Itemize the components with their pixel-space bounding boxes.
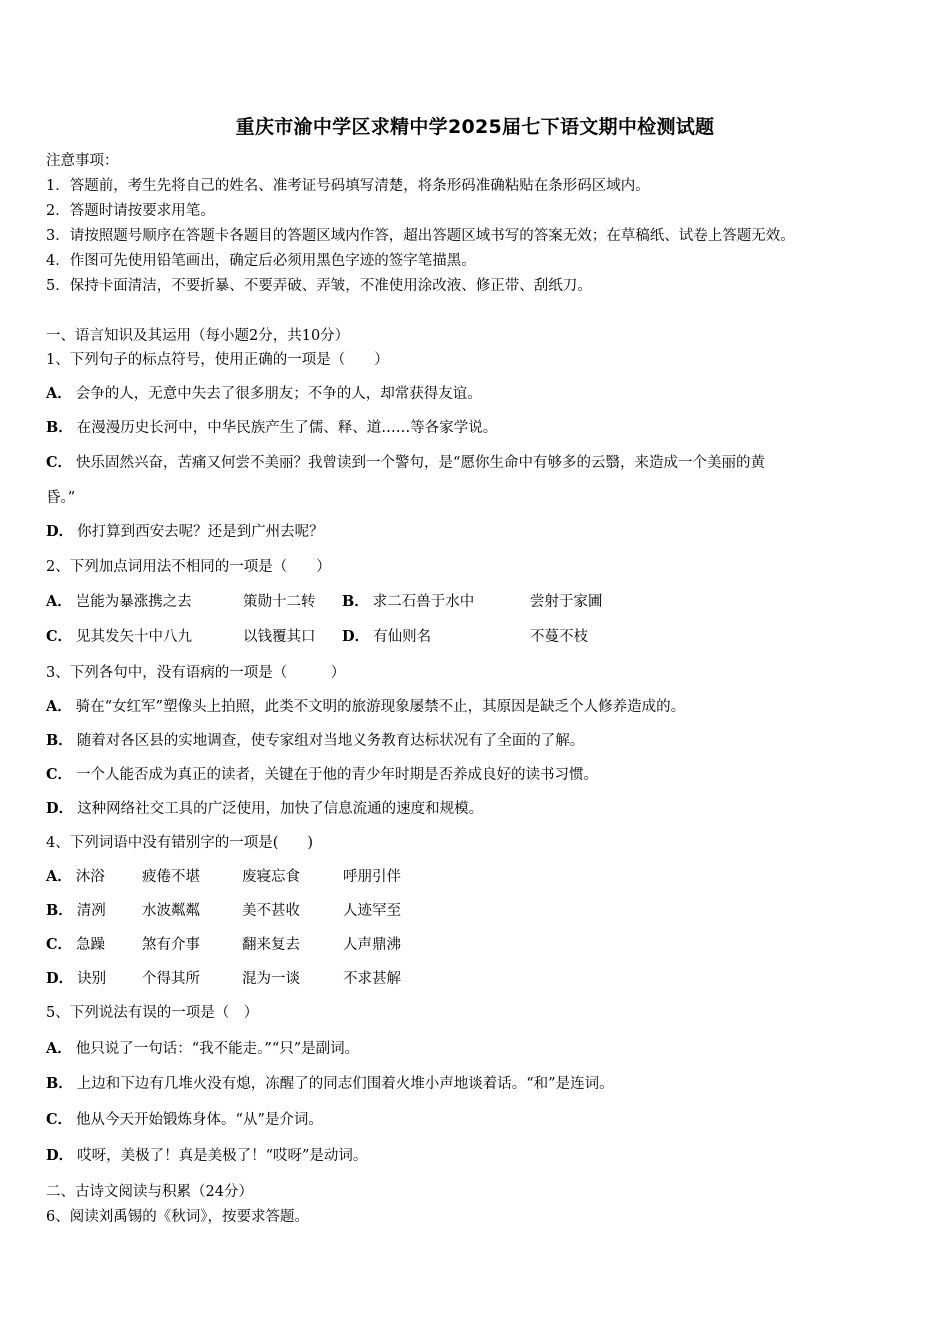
question-2-option-c xyxy=(46,627,192,647)
option-text: 岂能为暴涨携之去 xyxy=(75,594,192,610)
option-text: 你打算到西安去呢？还是到广州去呢？ xyxy=(77,524,324,540)
option-word: 诀别 xyxy=(77,971,107,987)
option-word: 急躁 xyxy=(76,937,106,953)
question-1-option-b xyxy=(46,418,497,438)
question-3-stem: 3、下列各句中，没有语病的一项是（ ） xyxy=(46,665,346,681)
question-5-option-c xyxy=(46,1110,323,1130)
option-text: 快乐固然兴奋，苦痛又何尝不美丽？我曾读到一个警句，是“愿你生命中有够多的云翳，来造成一个美丽的黄 xyxy=(76,455,765,471)
question-2-option-b-second: 尝射于家圃 xyxy=(530,594,603,610)
option-word: 清冽 xyxy=(76,903,106,919)
option-label: D． xyxy=(342,628,370,645)
section-heading-1: 一、语言知识及其运用（每小题2分，共10分） xyxy=(46,328,350,344)
option-label: A． xyxy=(46,698,72,715)
option-word: 沐浴 xyxy=(75,869,105,885)
notice-item: 3．请按照题号顺序在答题卡各题目的答题区域内作答，超出答题区域书写的答案无效；在草稿纸、试卷上答题无效。 xyxy=(46,228,795,244)
question-3-option-c xyxy=(46,765,598,785)
option-label: D． xyxy=(46,970,74,987)
option-word: 翻来复去 xyxy=(242,937,300,953)
option-label: B． xyxy=(46,419,73,436)
notice-item: 4．作图可先使用铅笔画出，确定后必须用黑色字迹的签字笔描黑。 xyxy=(46,253,476,269)
option-word: 混为一谈 xyxy=(242,971,300,987)
option-label: D． xyxy=(46,1147,74,1164)
option-label: A． xyxy=(46,868,72,885)
notice-item: 2．答题时请按要求用笔。 xyxy=(46,203,215,219)
question-6-stem: 6、阅读刘禹锡的《秋词》，按要求答题。 xyxy=(46,1209,309,1225)
option-word: 水波粼粼 xyxy=(142,903,200,919)
notice-heading: 注意事项： xyxy=(46,153,119,169)
question-2-option-a-second: 策勋十二转 xyxy=(243,594,316,610)
question-5-stem: 5、下列说法有误的一项是（ ） xyxy=(46,1005,259,1021)
option-label: C． xyxy=(46,766,73,783)
option-label: B． xyxy=(46,1075,73,1092)
question-2-option-d-second: 不蔓不枝 xyxy=(530,629,588,645)
option-text: 这种网络社交工具的广泛使用，加快了信息流通的速度和规模。 xyxy=(77,801,484,817)
question-1-option-c xyxy=(46,453,765,473)
question-1-option-c-continued: 昏。” xyxy=(46,490,76,506)
option-text: 上边和下边有几堆火没有熄，冻醒了的同志们围着火堆小声地谈着话。“和”是连词。 xyxy=(76,1076,614,1092)
option-word: 疲倦不堪 xyxy=(142,869,200,885)
question-4-option-c xyxy=(46,935,105,955)
option-text: 求二石兽于水中 xyxy=(372,594,475,610)
option-text: 随着对各区县的实地调查，使专家组对当地义务教育达标状况有了全面的了解。 xyxy=(76,733,585,749)
option-word: 美不甚收 xyxy=(242,903,300,919)
question-4-stem: 4、下列词语中没有错别字的一项是( ) xyxy=(46,835,314,851)
option-text: 骑在“女红军”塑像头上拍照，此类不文明的旅游现象屡禁不止，其原因是缺乏个人修养造成的。 xyxy=(75,699,686,715)
question-1-option-d xyxy=(46,522,324,542)
question-2-option-d xyxy=(342,627,431,647)
question-1-option-a xyxy=(46,384,482,404)
option-label: A． xyxy=(46,1040,72,1057)
option-text: 会争的人，无意中失去了很多朋友；不争的人，却常获得友谊。 xyxy=(75,386,482,402)
option-word: 煞有介事 xyxy=(142,937,200,953)
option-label: C． xyxy=(46,454,73,471)
option-label: B． xyxy=(46,732,73,749)
question-1-stem: 1、下列句子的标点符号，使用正确的一项是（ ） xyxy=(46,352,389,368)
question-5-option-a xyxy=(46,1039,359,1059)
option-word: 不求甚解 xyxy=(343,971,401,987)
option-label: B． xyxy=(342,593,369,610)
question-4-option-a xyxy=(46,867,105,887)
notice-item: 1．答题前，考生先将自己的姓名、准考证号码填写清楚，将条形码准确粘贴在条形码区域内。 xyxy=(46,178,650,194)
option-text: 在漫漫历史长河中，中华民族产生了儒、释、道……等各家学说。 xyxy=(76,420,498,436)
option-word: 个得其所 xyxy=(142,971,200,987)
option-text: 他只说了一句话：“我不能走。”“只”是副词。 xyxy=(75,1041,360,1057)
option-word: 废寝忘食 xyxy=(242,869,300,885)
section-heading-2: 二、古诗文阅读与积累（24分） xyxy=(46,1184,253,1200)
question-4-option-d xyxy=(46,969,106,989)
question-2-option-a xyxy=(46,592,192,612)
question-2-option-c-second: 以钱覆其口 xyxy=(243,629,316,645)
option-label: A． xyxy=(46,385,72,402)
question-3-option-b xyxy=(46,731,584,751)
question-3-option-a xyxy=(46,697,685,717)
option-word: 呼朋引伴 xyxy=(343,869,401,885)
question-3-option-d xyxy=(46,799,483,819)
question-5-option-b xyxy=(46,1074,614,1094)
option-text: 他从今天开始锻炼身体。“从”是介词。 xyxy=(76,1112,323,1128)
notice-item: 5．保持卡面清洁，不要折暴、不要弄破、弄皱，不准使用涂改液、修正带、刮纸刀。 xyxy=(46,278,592,294)
page-title: 重庆市渝中学区求精中学2025届七下语文期中检测试题 xyxy=(235,116,715,138)
option-text: 见其发矢十中八九 xyxy=(76,629,193,645)
option-label: C． xyxy=(46,628,73,645)
option-text: 哎呀，美极了！真是美极了！“哎呀”是动词。 xyxy=(77,1148,368,1164)
option-label: A． xyxy=(46,593,72,610)
option-label: C． xyxy=(46,936,73,953)
option-label: D． xyxy=(46,523,74,540)
option-text: 一个人能否成为真正的读者，关键在于他的青少年时期是否养成良好的读书习惯。 xyxy=(76,767,599,783)
question-2-stem: 2、下列加点词用法不相同的一项是（ ） xyxy=(46,559,331,575)
question-4-option-b xyxy=(46,901,106,921)
option-label: D． xyxy=(46,800,74,817)
option-word: 人迹罕至 xyxy=(343,903,401,919)
option-word: 人声鼎沸 xyxy=(343,937,401,953)
option-text: 有仙则名 xyxy=(373,629,432,645)
question-2-option-b xyxy=(342,592,474,612)
question-5-option-d xyxy=(46,1146,367,1166)
option-label: B． xyxy=(46,902,73,919)
option-label: C． xyxy=(46,1111,73,1128)
